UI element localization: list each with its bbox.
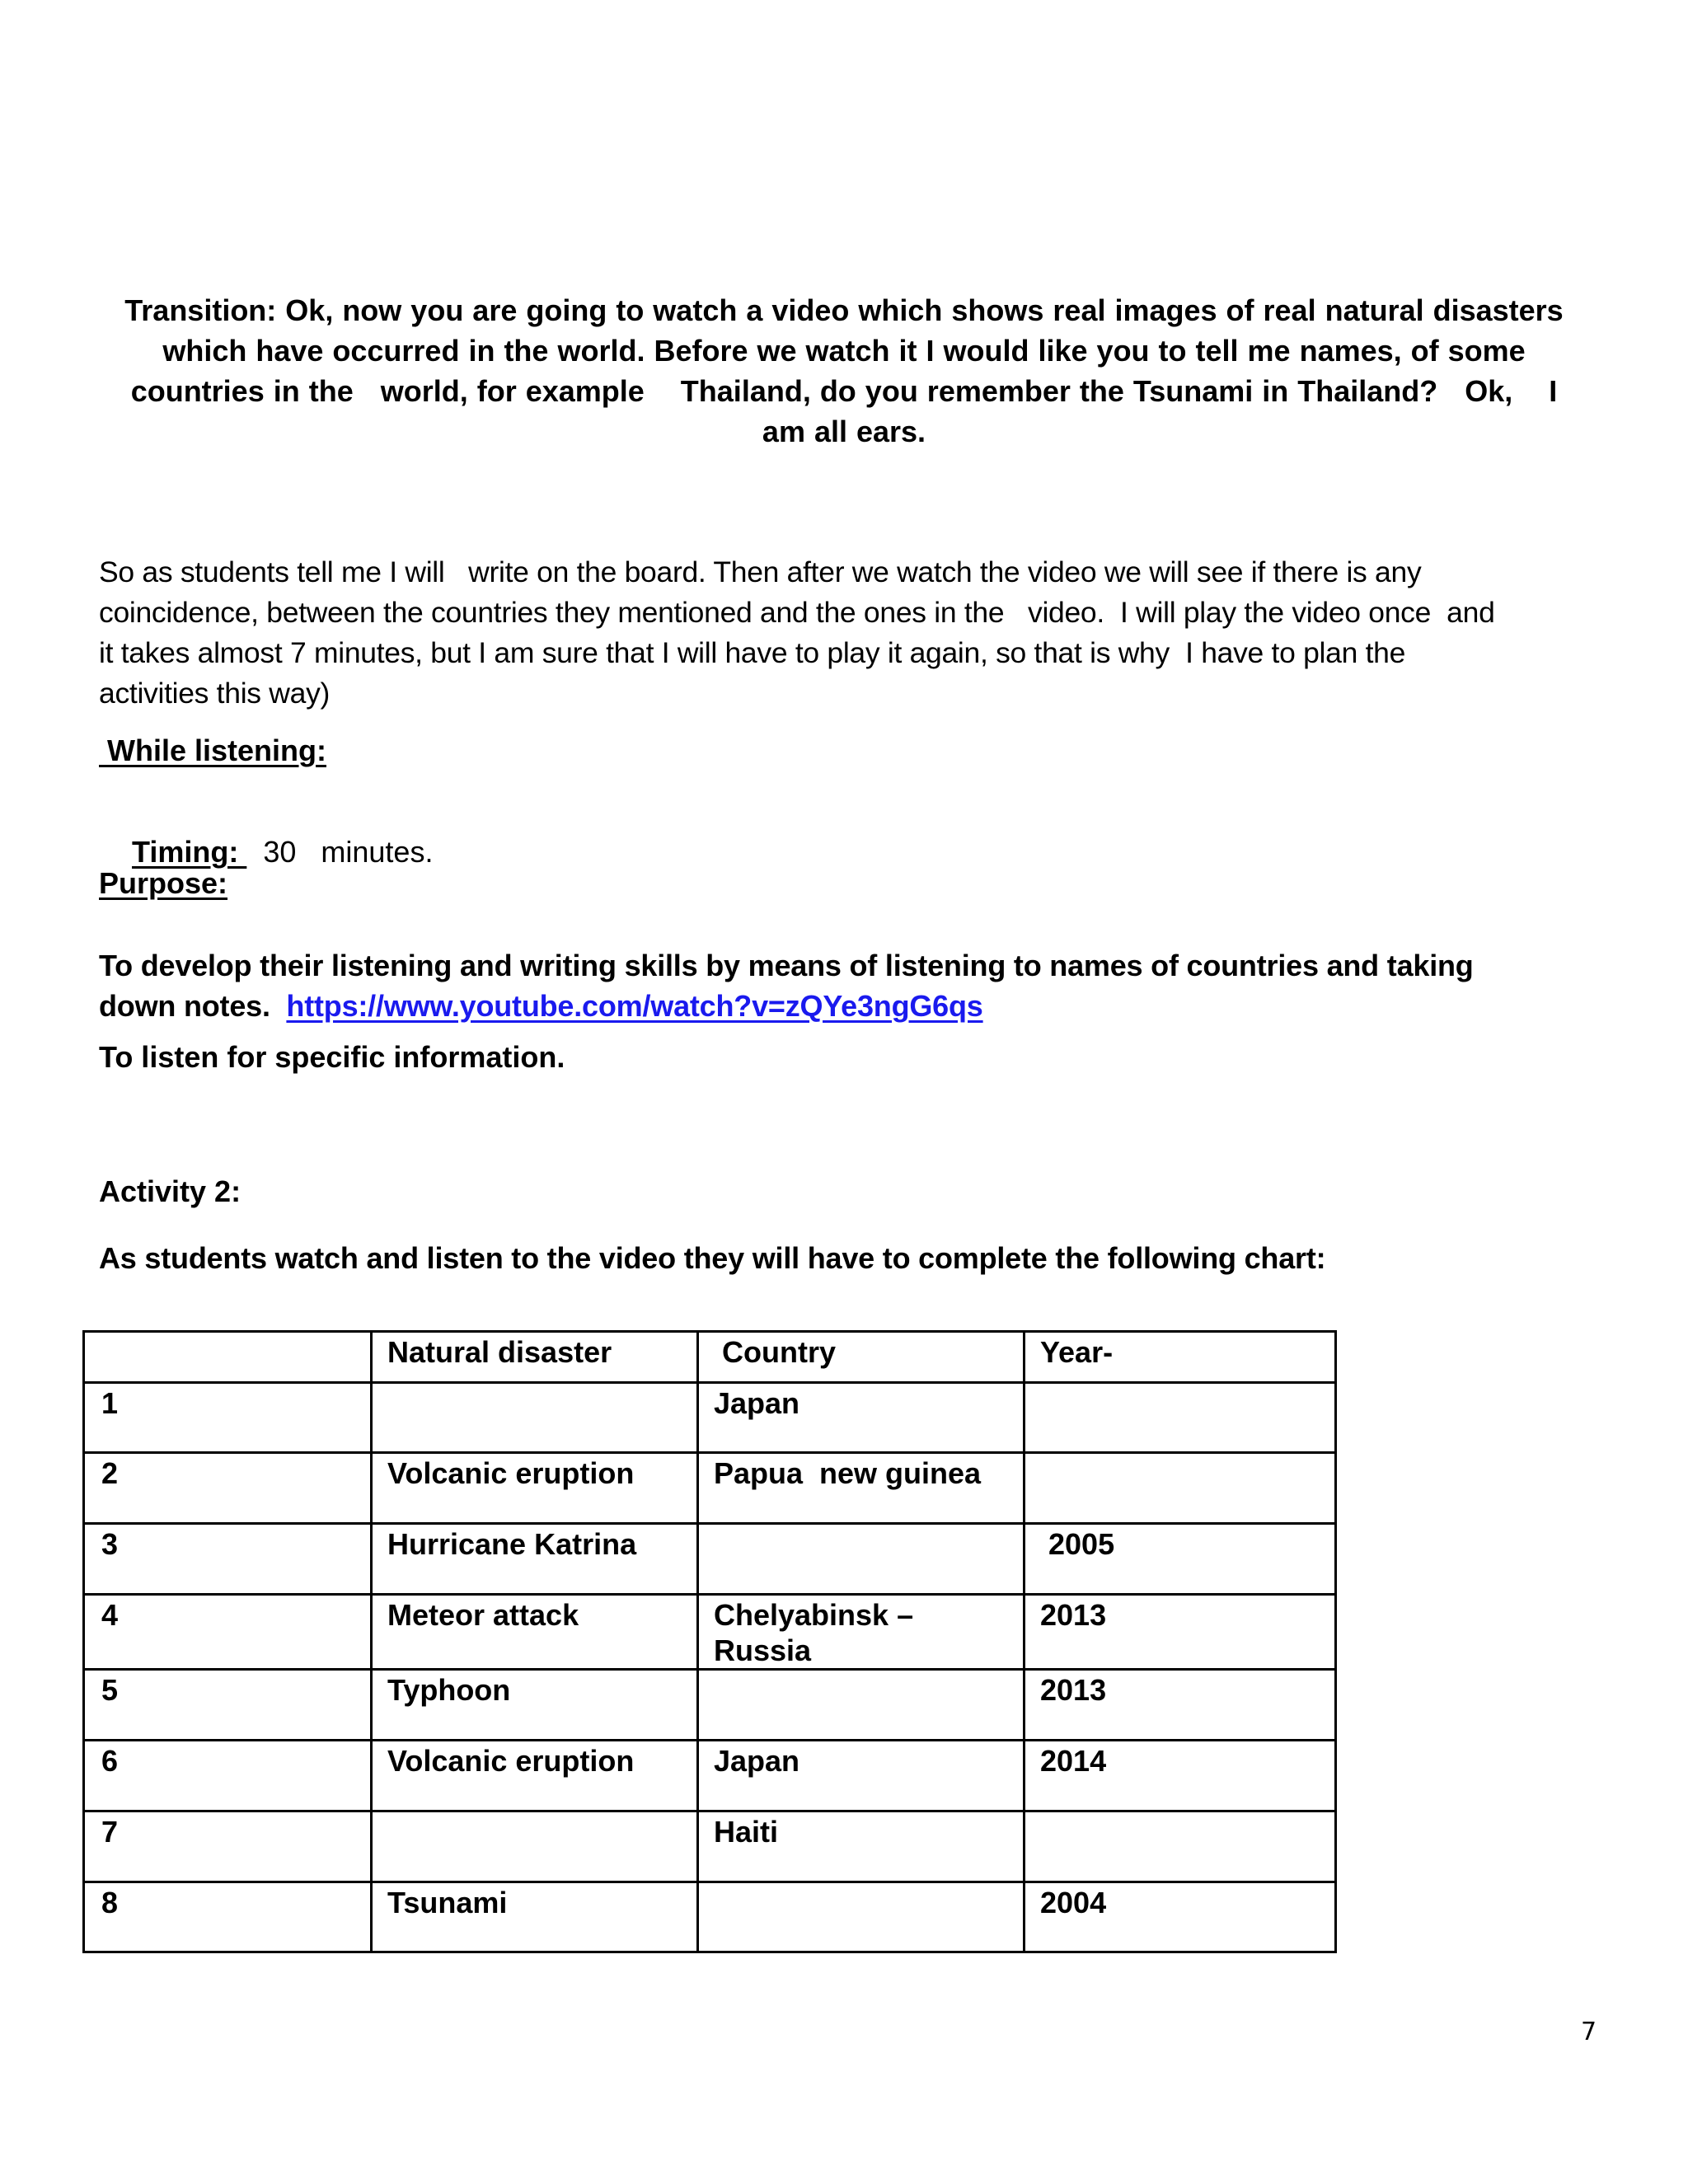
table-cell: Japan xyxy=(698,1383,1025,1453)
table-header-cell: Country xyxy=(698,1332,1025,1383)
table-cell: 4 xyxy=(84,1595,372,1670)
table-header-row xyxy=(84,1332,1336,1383)
table-row xyxy=(84,1524,1336,1595)
table-cell: 2013 xyxy=(1025,1595,1336,1670)
table-header-cell xyxy=(84,1332,372,1383)
table-row xyxy=(84,1670,1336,1741)
purpose-heading: Purpose: xyxy=(99,866,228,900)
table-row xyxy=(84,1741,1336,1811)
table-cell: 5 xyxy=(84,1670,372,1741)
transition-line: am all ears. xyxy=(762,415,926,448)
disaster-chart-table xyxy=(82,1330,1337,1953)
table-cell: 2004 xyxy=(1025,1882,1336,1952)
table-header-cell: Year- xyxy=(1025,1332,1336,1383)
table-cell: 3 xyxy=(84,1524,372,1595)
table-row xyxy=(84,1383,1336,1453)
table-cell: 6 xyxy=(84,1741,372,1811)
video-link[interactable]: https://www.youtube.com/watch?v=zQYe3ngG6qs xyxy=(286,989,983,1023)
transition-paragraph xyxy=(97,290,1591,452)
table-cell: Typhoon xyxy=(372,1670,698,1741)
intro-paragraph xyxy=(99,552,1607,714)
table-cell: Tsunami xyxy=(372,1882,698,1952)
table-cell: 2 xyxy=(84,1453,372,1524)
page-number: 7 xyxy=(1581,2018,1597,2046)
table-cell xyxy=(1025,1811,1336,1882)
table-cell xyxy=(698,1524,1025,1595)
table-cell: 7 xyxy=(84,1811,372,1882)
table-cell xyxy=(698,1882,1025,1952)
table-cell: Volcanic eruption xyxy=(372,1741,698,1811)
intro-line: coincidence, between the countries they mentioned and the ones in the video. I will play the video once and xyxy=(99,596,1495,629)
transition-line: Transition: Ok, now you are going to watch a video which shows real images of real natural disasters xyxy=(124,293,1564,327)
specific-info-text: To listen for specific information. xyxy=(99,1040,565,1074)
purpose-line-text: down notes. xyxy=(99,989,287,1023)
table-cell: 1 xyxy=(84,1383,372,1453)
table-row xyxy=(84,1811,1336,1882)
table-cell xyxy=(372,1383,698,1453)
transition-line: countries in the world, for example Thailand, do you remember the Tsunami in Thailand? Ok, I xyxy=(130,374,1558,408)
table-cell: Volcanic eruption xyxy=(372,1453,698,1524)
purpose-line-2 xyxy=(99,986,1599,1026)
table-cell: 2005 xyxy=(1025,1524,1336,1595)
timing-value: 30 minutes. xyxy=(246,835,434,869)
intro-line: it takes almost 7 minutes, but I am sure that I will have to play it again, so that is why I have to plan the xyxy=(99,636,1406,669)
table-cell: Hurricane Katrina xyxy=(372,1524,698,1595)
table-cell: 2014 xyxy=(1025,1741,1336,1811)
table-cell xyxy=(1025,1383,1336,1453)
timing-label: Timing: xyxy=(132,835,247,869)
transition-line: which have occurred in the world. Before we watch it I would like you to tell me names, of some xyxy=(162,334,1526,368)
purpose-line: To develop their listening and writing skills by means of listening to names of countries and taking xyxy=(99,949,1474,982)
table-cell xyxy=(1025,1453,1336,1524)
intro-line: activities this way) xyxy=(99,677,331,710)
table-row xyxy=(84,1595,1336,1670)
intro-line: So as students tell me I will write on the board. Then after we watch the video we will see if there is any xyxy=(99,555,1422,588)
table-cell: Haiti xyxy=(698,1811,1025,1882)
activity-title: Activity 2: xyxy=(99,1174,241,1208)
while-listening-heading: While listening: xyxy=(99,733,326,767)
purpose-paragraph xyxy=(99,945,1599,1026)
table-cell: 2013 xyxy=(1025,1670,1336,1741)
table-cell: Meteor attack xyxy=(372,1595,698,1670)
table-row xyxy=(84,1882,1336,1952)
table-cell: Papua new guinea xyxy=(698,1453,1025,1524)
table-row xyxy=(84,1453,1336,1524)
table-cell xyxy=(698,1670,1025,1741)
table-cell xyxy=(372,1811,698,1882)
table-cell: Chelyabinsk – Russia xyxy=(698,1595,1025,1670)
table-cell: Japan xyxy=(698,1741,1025,1811)
table-header-cell: Natural disaster xyxy=(372,1332,698,1383)
table-cell: 8 xyxy=(84,1882,372,1952)
activity-instruction: As students watch and listen to the video they will have to complete the following chart: xyxy=(99,1241,1326,1275)
